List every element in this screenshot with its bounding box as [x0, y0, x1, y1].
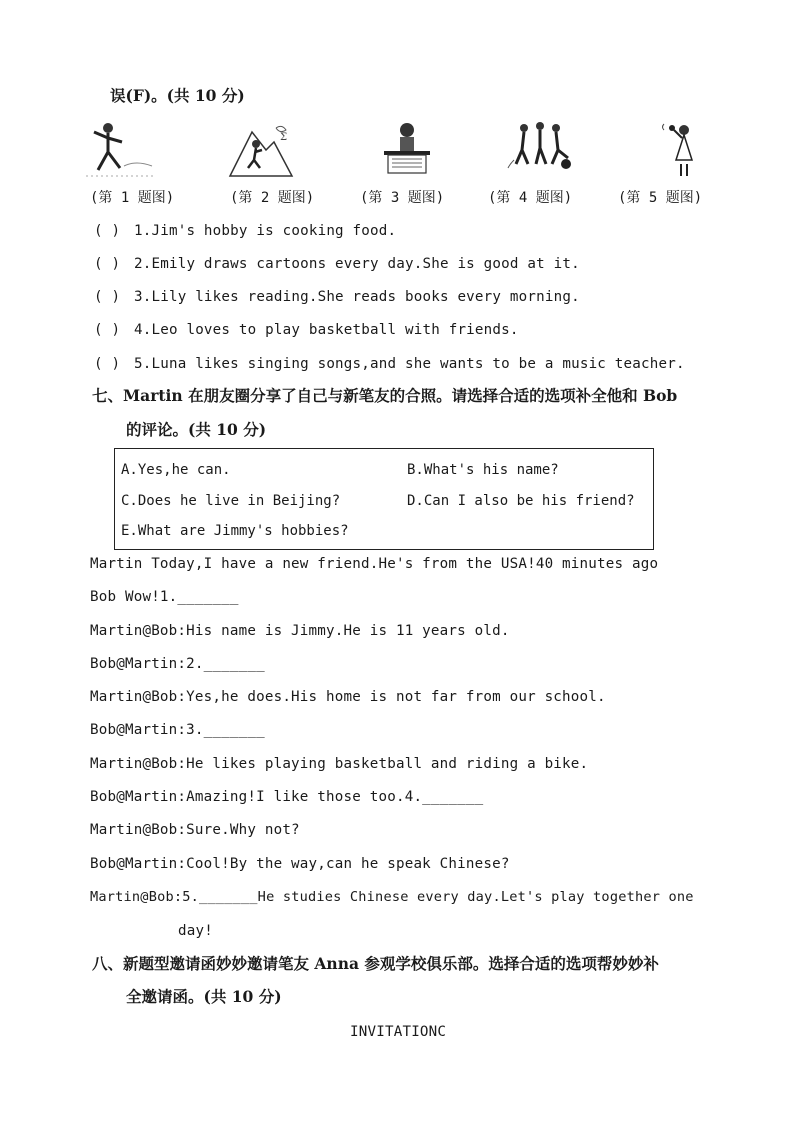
dialogue-line: Martin@Bob:5._______He studies Chinese every day.Let's play together one — [90, 889, 694, 905]
option-c: C.Does he live in Beijing? — [121, 493, 341, 509]
option-b: B.What's his name? — [407, 462, 559, 478]
reading-at-desk-icon — [372, 120, 442, 178]
svg-text:Σ: Σ — [280, 132, 288, 143]
section-7-title: 七、Martin 在朋友圈分享了自己与新笔友的合照。请选择合适的选项补全他和 Bob — [92, 386, 678, 405]
section-6-title-tail: 误(F)。(共 10 分) — [110, 86, 245, 105]
answer-bracket[interactable]: ( ) — [94, 356, 121, 372]
statement-text: 5.Luna likes singing songs,and she wants to be a music teacher. — [134, 356, 685, 372]
options-box — [114, 448, 654, 550]
answer-bracket[interactable]: ( ) — [94, 256, 121, 272]
image-caption-5: (第 5 题图) — [618, 190, 703, 206]
dialogue-line: Martin@Bob:He likes playing basketball and riding a bike. — [90, 756, 589, 772]
dialogue-line-cont: day! — [178, 923, 213, 939]
dialogue-line: Bob@Martin:2._______ — [90, 656, 265, 672]
image-caption-4: (第 4 题图) — [488, 190, 573, 206]
taichi-person-icon — [86, 120, 156, 178]
dialogue-line: Bob@Martin:Amazing!I like those too.4._______ — [90, 789, 484, 805]
mountain-climber-icon — [226, 120, 296, 178]
statement-text: 4.Leo loves to play basketball with friends. — [134, 322, 519, 338]
section-7-title-cont: 的评论。(共 10 分) — [126, 420, 267, 439]
image-caption-2: (第 2 题图) — [230, 190, 315, 206]
section-8-title-cont: 全邀请函。(共 10 分) — [126, 987, 282, 1006]
image-caption-3: (第 3 题图) — [360, 190, 445, 206]
answer-bracket[interactable]: ( ) — [94, 289, 121, 305]
singing-girl-icon — [652, 120, 708, 178]
dialogue-line: Martin@Bob:Yes,he does.His home is not far from our school. — [90, 689, 606, 705]
section-8-title: 八、新题型邀请函妙妙邀请笔友 Anna 参观学校俱乐部。选择合适的选项帮妙妙补 — [92, 954, 659, 973]
football-players-icon — [506, 120, 582, 178]
dialogue-line: Martin Today,I have a new friend.He's from the USA!40 minutes ago — [90, 556, 659, 572]
option-e: E.What are Jimmy's hobbies? — [121, 523, 349, 539]
option-d: D.Can I also be his friend? — [407, 493, 635, 509]
statement-text: 3.Lily likes reading.She reads books every morning. — [134, 289, 580, 305]
invitation-heading: INVITATIONC — [350, 1024, 447, 1040]
answer-bracket[interactable]: ( ) — [94, 322, 121, 338]
option-a: A.Yes,he can. — [121, 462, 231, 478]
statement-text: 1.Jim's hobby is cooking food. — [134, 223, 397, 239]
answer-bracket[interactable]: ( ) — [94, 223, 121, 239]
dialogue-line: Bob@Martin:3._______ — [90, 722, 265, 738]
dialogue-line: Bob Wow!1._______ — [90, 589, 239, 605]
dialogue-line: Martin@Bob:His name is Jimmy.He is 11 years old. — [90, 623, 510, 639]
dialogue-line: Bob@Martin:Cool!By the way,can he speak Chinese? — [90, 856, 510, 872]
dialogue-line: Martin@Bob:Sure.Why not? — [90, 822, 300, 838]
statement-text: 2.Emily draws cartoons every day.She is good at it. — [134, 256, 580, 272]
image-caption-1: (第 1 题图) — [90, 190, 175, 206]
